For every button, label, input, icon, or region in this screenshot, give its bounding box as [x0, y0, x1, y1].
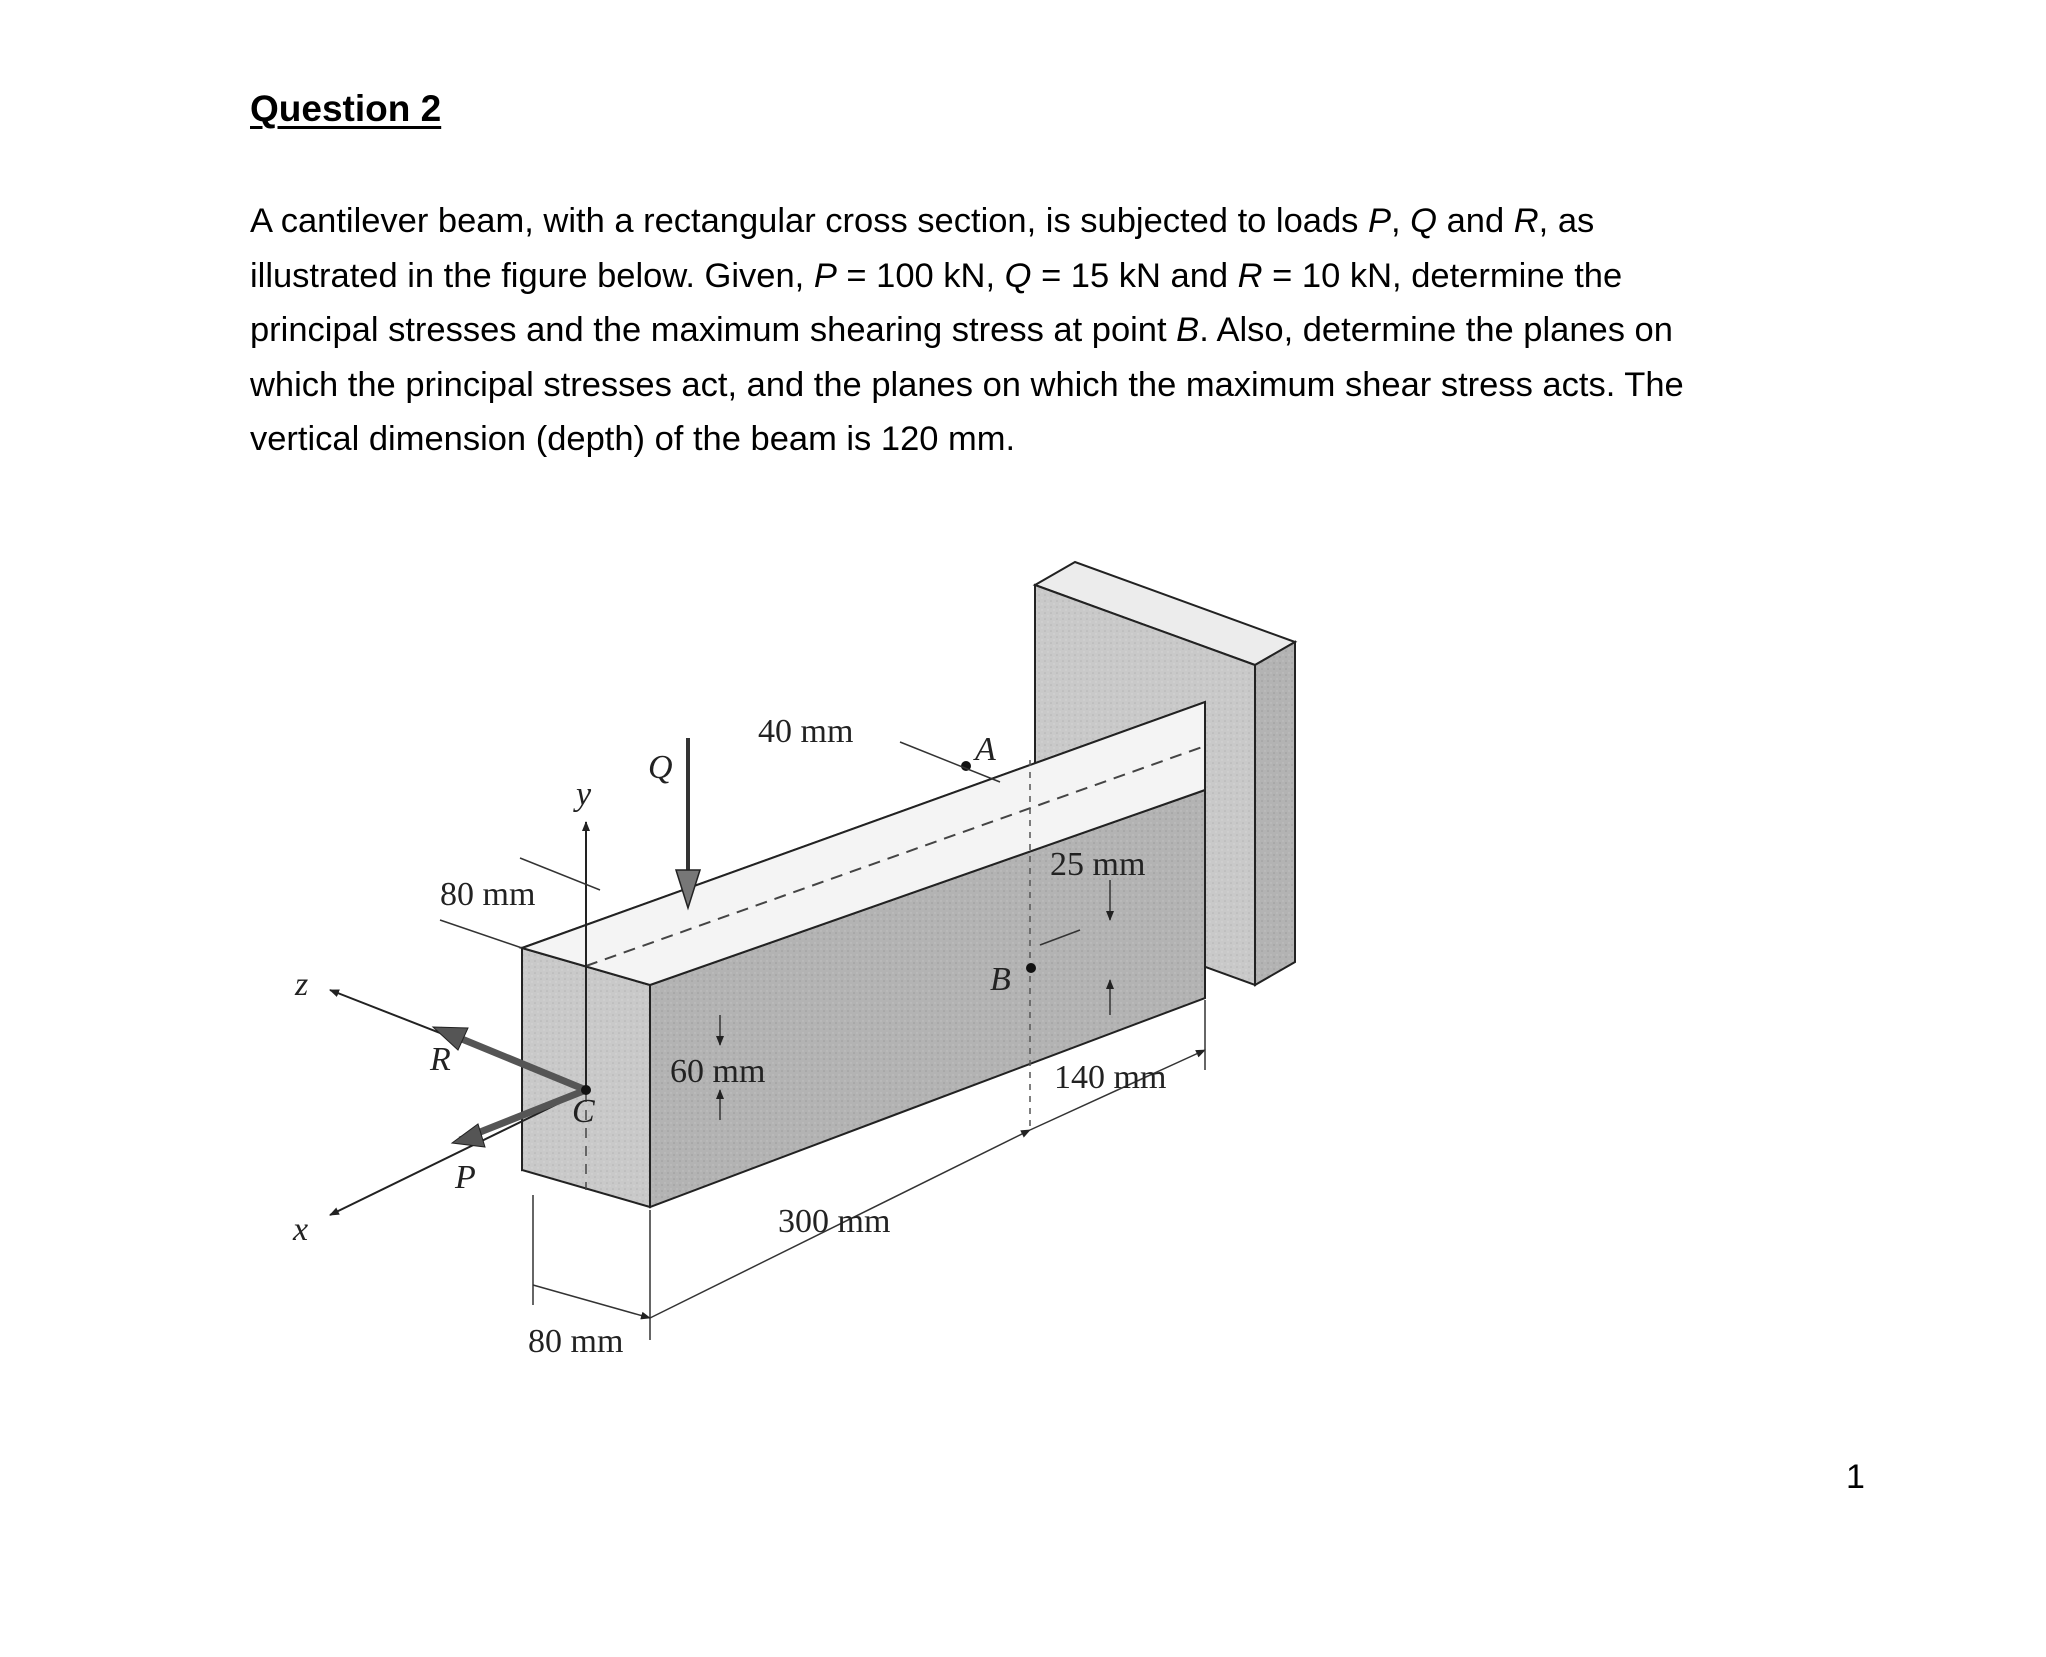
label-axis-x: x [293, 1211, 309, 1248]
label-25mm: 25 mm [1050, 846, 1146, 883]
label-point-c: C [572, 1093, 595, 1130]
question-heading: Question 2 [250, 88, 442, 129]
problem-line-3: principal stresses and the maximum shearing stress at point B. Also, determine the planes on [250, 311, 1673, 349]
label-300mm: 300 mm [778, 1203, 891, 1240]
label-point-b: B [990, 961, 1011, 998]
label-load-q: Q [648, 749, 673, 786]
label-axis-y: y [576, 776, 592, 813]
problem-line-2: illustrated in the figure below. Given, P = 100 kN, Q = 15 kN and R = 10 kN, determine the [250, 256, 1623, 295]
problem-line-4: which the principal stresses act, and the planes on which the maximum shear stress acts. The [250, 365, 1684, 404]
page-number: 1 [1846, 1458, 1865, 1496]
label-load-r: R [430, 1041, 451, 1078]
problem-line-1: A cantilever beam, with a rectangular cross section, is subjected to loads P, Q and R, as [250, 202, 1595, 240]
label-axis-z: z [295, 966, 309, 1003]
label-load-p: P [455, 1159, 476, 1196]
label-point-a: A [975, 731, 996, 768]
label-140mm: 140 mm [1054, 1059, 1167, 1096]
label-40mm: 40 mm [758, 713, 854, 750]
label-80mm-bottom: 80 mm [528, 1323, 624, 1360]
label-80mm-top: 80 mm [440, 876, 536, 913]
label-60mm: 60 mm [670, 1053, 766, 1090]
problem-line-5: vertical dimension (depth) of the beam is 120 mm. [250, 420, 1016, 458]
beam [522, 702, 1205, 1207]
